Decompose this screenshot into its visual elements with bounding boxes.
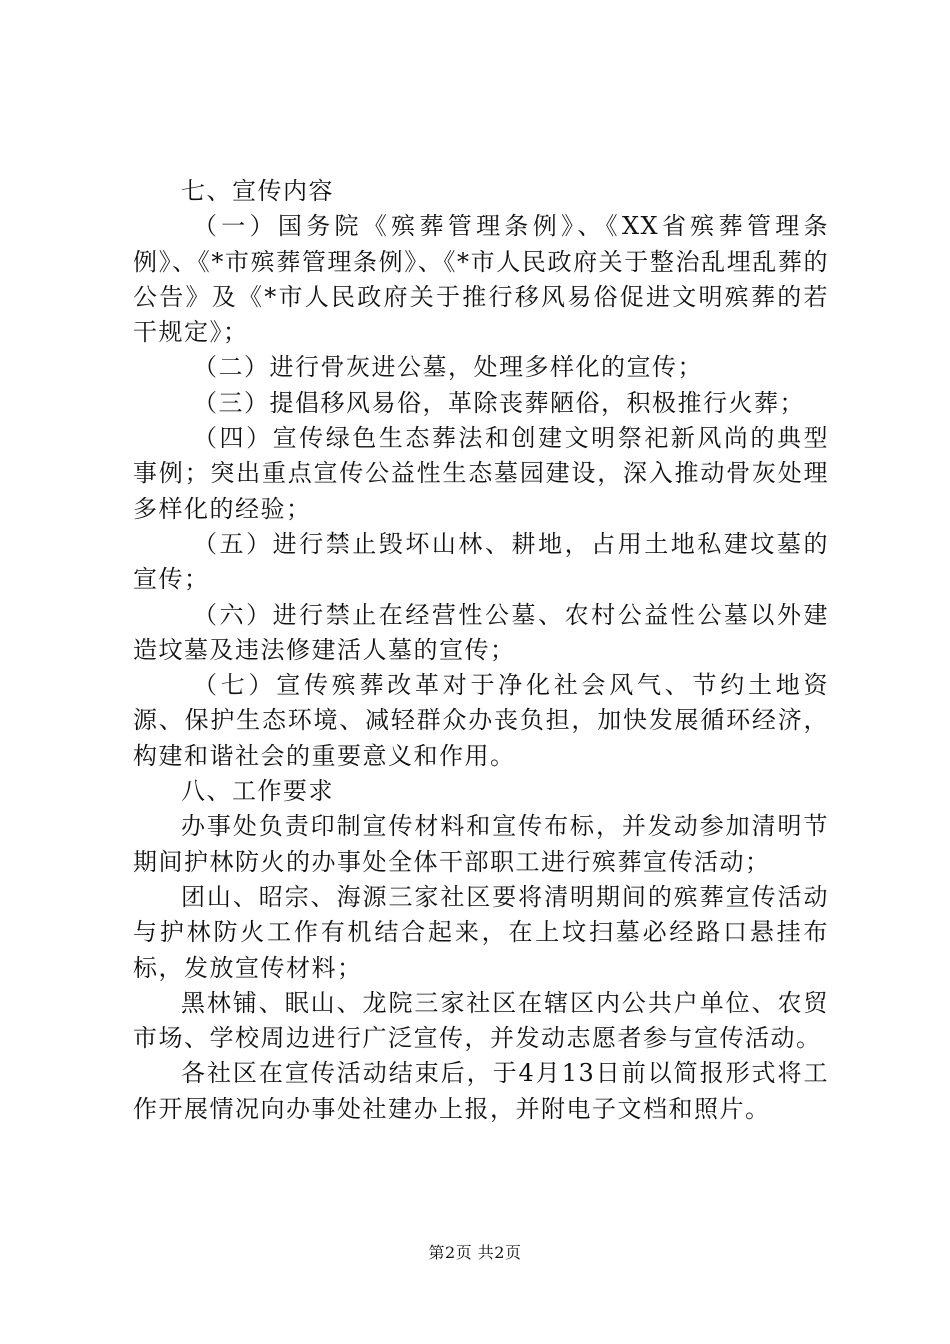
requirement-paragraph: 各社区在宣传活动结束后，于4月13日前以简报形式将工作开展情况向办事处社建办上报，并附电子文档和照片。 <box>133 1059 829 1123</box>
list-item-cremation: （三）提倡移风易俗，革除丧葬陋俗，积极推行火葬； <box>193 388 805 417</box>
section-heading-publicity-content: 七、宣传内容 <box>181 177 334 205</box>
document-body <box>133 174 829 1127</box>
list-item-forest-protection: （五）进行禁止毁坏山林、耕地，占用土地私建坟墓的宣传； <box>133 529 829 594</box>
requirement-paragraph: 黑林铺、眠山、龙院三家社区在辖区内公共户单位、农贸市场、学校周边进行广泛宣传，并发动志愿者参与宣传活动。 <box>133 988 829 1053</box>
list-item-illegal-tombs: （六）进行禁止在经营性公墓、农村公益性公墓以外建造坟墓及违法修建活人墓的宣传； <box>133 600 829 664</box>
section-heading-work-requirements: 八、工作要求 <box>181 777 334 806</box>
page-number-footer: 第2页 共2页 <box>428 1243 522 1262</box>
requirement-paragraph: 办事处负责印制宣传材料和宣传布标，并发动参加清明节期间护林防火的办事处全体干部职工进行殡葬宣传活动； <box>133 812 829 876</box>
requirement-paragraph: 团山、昭宗、海源三家社区要将清明期间的殡葬宣传活动与护林防火工作有机结合起来，在上坟扫墓必经路口悬挂布标，发放宣传材料； <box>133 882 829 982</box>
list-item-green-burial: （四）宣传绿色生态葬法和创建文明祭祀新风尚的典型事例；突出重点宣传公益性生态墓园建设，深入推动骨灰处理多样化的经验； <box>133 424 829 523</box>
list-item-regulations: （一）国务院《殡葬管理条例》、《XX省殡葬管理条例》、《*市殡葬管理条例》、《*市人民政府关于整治乱埋乱葬的公告》及《*市人民政府关于推行移风易俗促进文明殡葬的若干规定》； <box>133 212 829 347</box>
list-item-ashes-cemetery: （二）进行骨灰进公墓，处理多样化的宣传； <box>193 353 703 382</box>
list-item-reform-significance: （七）宣传殡葬改革对于净化社会风气、节约土地资源、保护生态环境、减轻群众办丧负担，加快发展循环经济，构建和谐社会的重要意义和作用。 <box>133 671 829 770</box>
